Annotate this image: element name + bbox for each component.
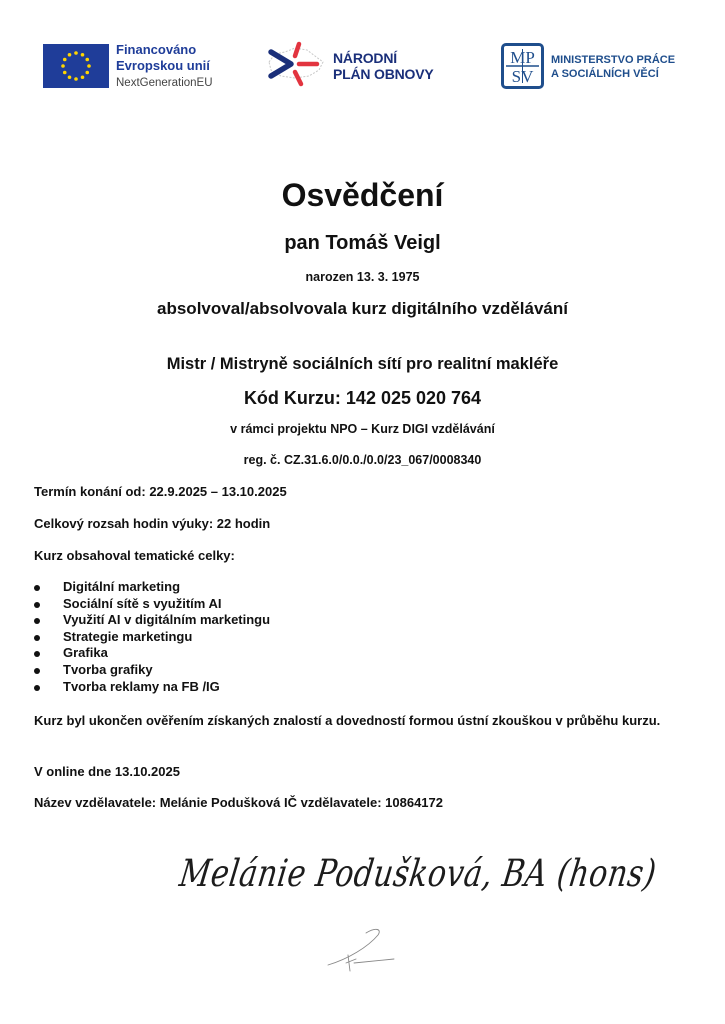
place-date: V online dne 13.10.2025: [34, 764, 180, 779]
npo-line1: NÁRODNÍ: [333, 50, 397, 66]
eu-star-icon: [63, 71, 67, 75]
topic-label: Tvorba reklamy na FB /IG: [63, 678, 220, 694]
mpsv-mark-bottom: SV: [511, 67, 534, 86]
npo-logo-text: [333, 50, 433, 82]
eu-star-icon: [74, 51, 78, 55]
mpsv-line2: A SOCIÁLNÍCH VĚCÍ: [551, 68, 659, 80]
eu-funding-text: [116, 42, 213, 91]
eu-star-icon: [85, 71, 89, 75]
eu-line1: Financováno: [116, 42, 197, 57]
closing-statement: Kurz byl ukončen ověřením získaných znalostí a dovedností formou ústní zkouškou v průběhu kurzu.: [34, 713, 661, 728]
bullet-icon: [34, 668, 40, 674]
eu-star-icon: [68, 53, 72, 57]
topic-item: [34, 596, 270, 613]
eu-stars-icon: [43, 44, 109, 88]
topic-label: Grafika: [63, 645, 108, 661]
bullet-icon: [34, 585, 40, 591]
certificate-title: Osvědčení: [281, 177, 444, 213]
topic-label: Strategie marketingu: [63, 628, 193, 644]
signature-initials-mark: [320, 925, 410, 975]
eu-star-icon: [74, 77, 78, 81]
topic-item: [34, 629, 270, 646]
recipient-name: pan Tomáš Veigl: [284, 232, 441, 254]
completion-statement: absolvoval/absolvovala kurz digitálního vzdělávání: [157, 299, 568, 318]
eu-line2: Evropskou unií: [116, 58, 210, 73]
mpsv-line1: MINISTERSTVO PRÁCE: [551, 54, 676, 66]
mpsv-logo-mark: [501, 43, 544, 89]
eu-star-icon: [61, 64, 65, 68]
npo-line2: PLÁN OBNOVY: [333, 66, 434, 82]
registration-number: reg. č. CZ.31.6.0/0.0./0.0/23_067/0008340: [243, 453, 482, 467]
npo-red-stroke-top: [295, 44, 299, 56]
eu-star-icon: [85, 58, 89, 62]
topic-label: Tvorba grafiky: [63, 661, 153, 677]
topics-heading: Kurz obsahoval tematické celky:: [34, 548, 235, 563]
eu-star-icon: [81, 53, 85, 57]
project-line: v rámci projektu NPO – Kurz DIGI vzdělávání: [230, 422, 495, 436]
bullet-icon: [34, 685, 40, 691]
eu-star-icon: [63, 58, 67, 62]
topic-item: [34, 612, 270, 629]
npo-logo-mark: [265, 40, 327, 88]
topic-label: Sociální sítě s využitím AI: [63, 595, 222, 611]
eu-flag-logo: [43, 44, 109, 88]
npo-arrow-icon: [271, 52, 291, 76]
bullet-icon: [34, 602, 40, 608]
topics-list: [34, 579, 270, 695]
eu-star-icon: [81, 75, 85, 79]
signature-initials: [320, 925, 410, 975]
bullet-icon: [34, 618, 40, 624]
topic-item: [34, 645, 270, 662]
topic-item: [34, 579, 270, 596]
eu-star-icon: [68, 75, 72, 79]
handwritten-signature-name: Melánie Podušková, BA (hons): [176, 852, 660, 896]
provider-info: Název vzdělavatele: Melánie Podušková IČ vzdělavatele: 10864172: [34, 795, 443, 810]
topic-item: [34, 662, 270, 679]
eu-star-icon: [87, 64, 91, 68]
topic-label: Využití AI v digitálním marketingu: [63, 612, 271, 628]
topic-label: Digitální marketing: [63, 579, 181, 594]
mpsv-logo-text: [551, 53, 675, 81]
mpsv-mark-top: MP: [510, 48, 535, 67]
course-code: Kód Kurzu: 142 025 020 764: [243, 388, 482, 408]
bullet-icon: [34, 651, 40, 657]
birth-date: narozen 13. 3. 1975: [305, 270, 420, 284]
course-term: Termín konání od: 22.9.2025 – 13.10.2025: [34, 484, 287, 499]
course-name: Mistr / Mistryně sociálních sítí pro realitní makléře: [166, 355, 559, 373]
eu-line3: NextGenerationEU: [116, 77, 213, 89]
course-hours: Celkový rozsah hodin výuky: 22 hodin: [34, 516, 271, 531]
npo-red-stroke-bottom: [295, 72, 301, 84]
bullet-icon: [34, 635, 40, 641]
topic-item: [34, 679, 270, 696]
